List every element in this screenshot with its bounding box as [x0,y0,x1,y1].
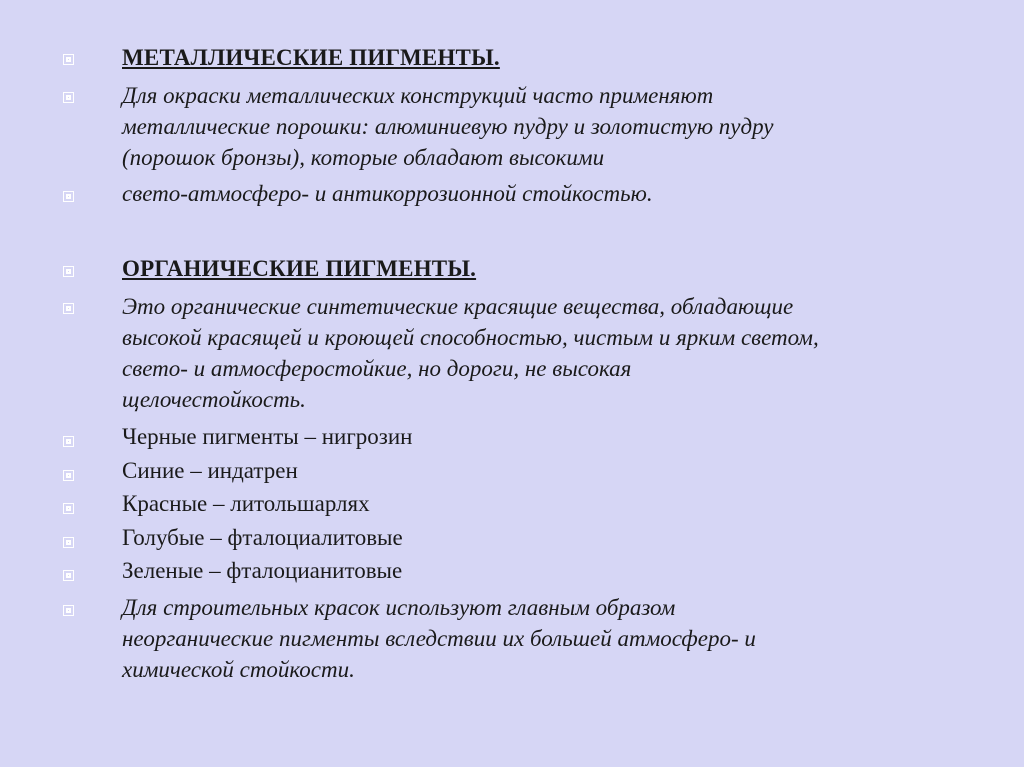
metal-text-2: свето-атмосферо- и антикоррозионной стойкостью. [122,181,653,206]
text-line: химической стойкости. [122,657,355,682]
bullet-icon [63,503,74,514]
bullet-icon [63,303,74,314]
text-line: неорганические пигменты вследствии их большей атмосферо- и [122,626,756,651]
list-item: Красные – литольшарлях [122,491,370,516]
text-line: Это органические синтетические красящие вещества, обладающие [122,294,794,319]
list-item: Зеленые – фталоцианитовые [122,558,403,583]
text-line: Для строительных красок используют главным образом [122,595,676,620]
text-line: Для окраски металлических конструкций часто применяют [122,83,714,108]
text-line: металлические порошки: алюминиевую пудру и золотистую пудру [122,114,774,139]
bullet-icon [63,266,74,277]
bullet-icon [63,191,74,202]
text-line: щелочестойкость. [122,387,306,412]
text-line: свето- и атмосферостойкие, но дороги, не высокая [122,356,632,381]
text-line: высокой красящей и кроющей способностью, чистым и ярким светом, [122,325,819,350]
bullet-icon [63,537,74,548]
text-line: (порошок бронзы), которые обладают высокими [122,145,605,170]
organic-heading: ОРГАНИЧЕСКИЕ ПИГМЕНТЫ. [122,256,477,281]
metal-text [122,80,994,173]
final-text [122,592,994,685]
organic-text [122,291,994,415]
list-item: Черные пигменты – нигрозин [122,424,413,449]
bullet-icon [63,436,74,447]
metal-heading: МЕТАЛЛИЧЕСКИЕ ПИГМЕНТЫ. [122,45,500,70]
bullet-icon [63,92,74,103]
bullet-icon [63,54,74,65]
bullet-icon [63,570,74,581]
list-item: Голубые – фталоциалитовые [122,525,403,550]
bullet-icon [63,605,74,616]
list-item: Синие – индатрен [122,458,298,483]
bullet-icon [63,470,74,481]
